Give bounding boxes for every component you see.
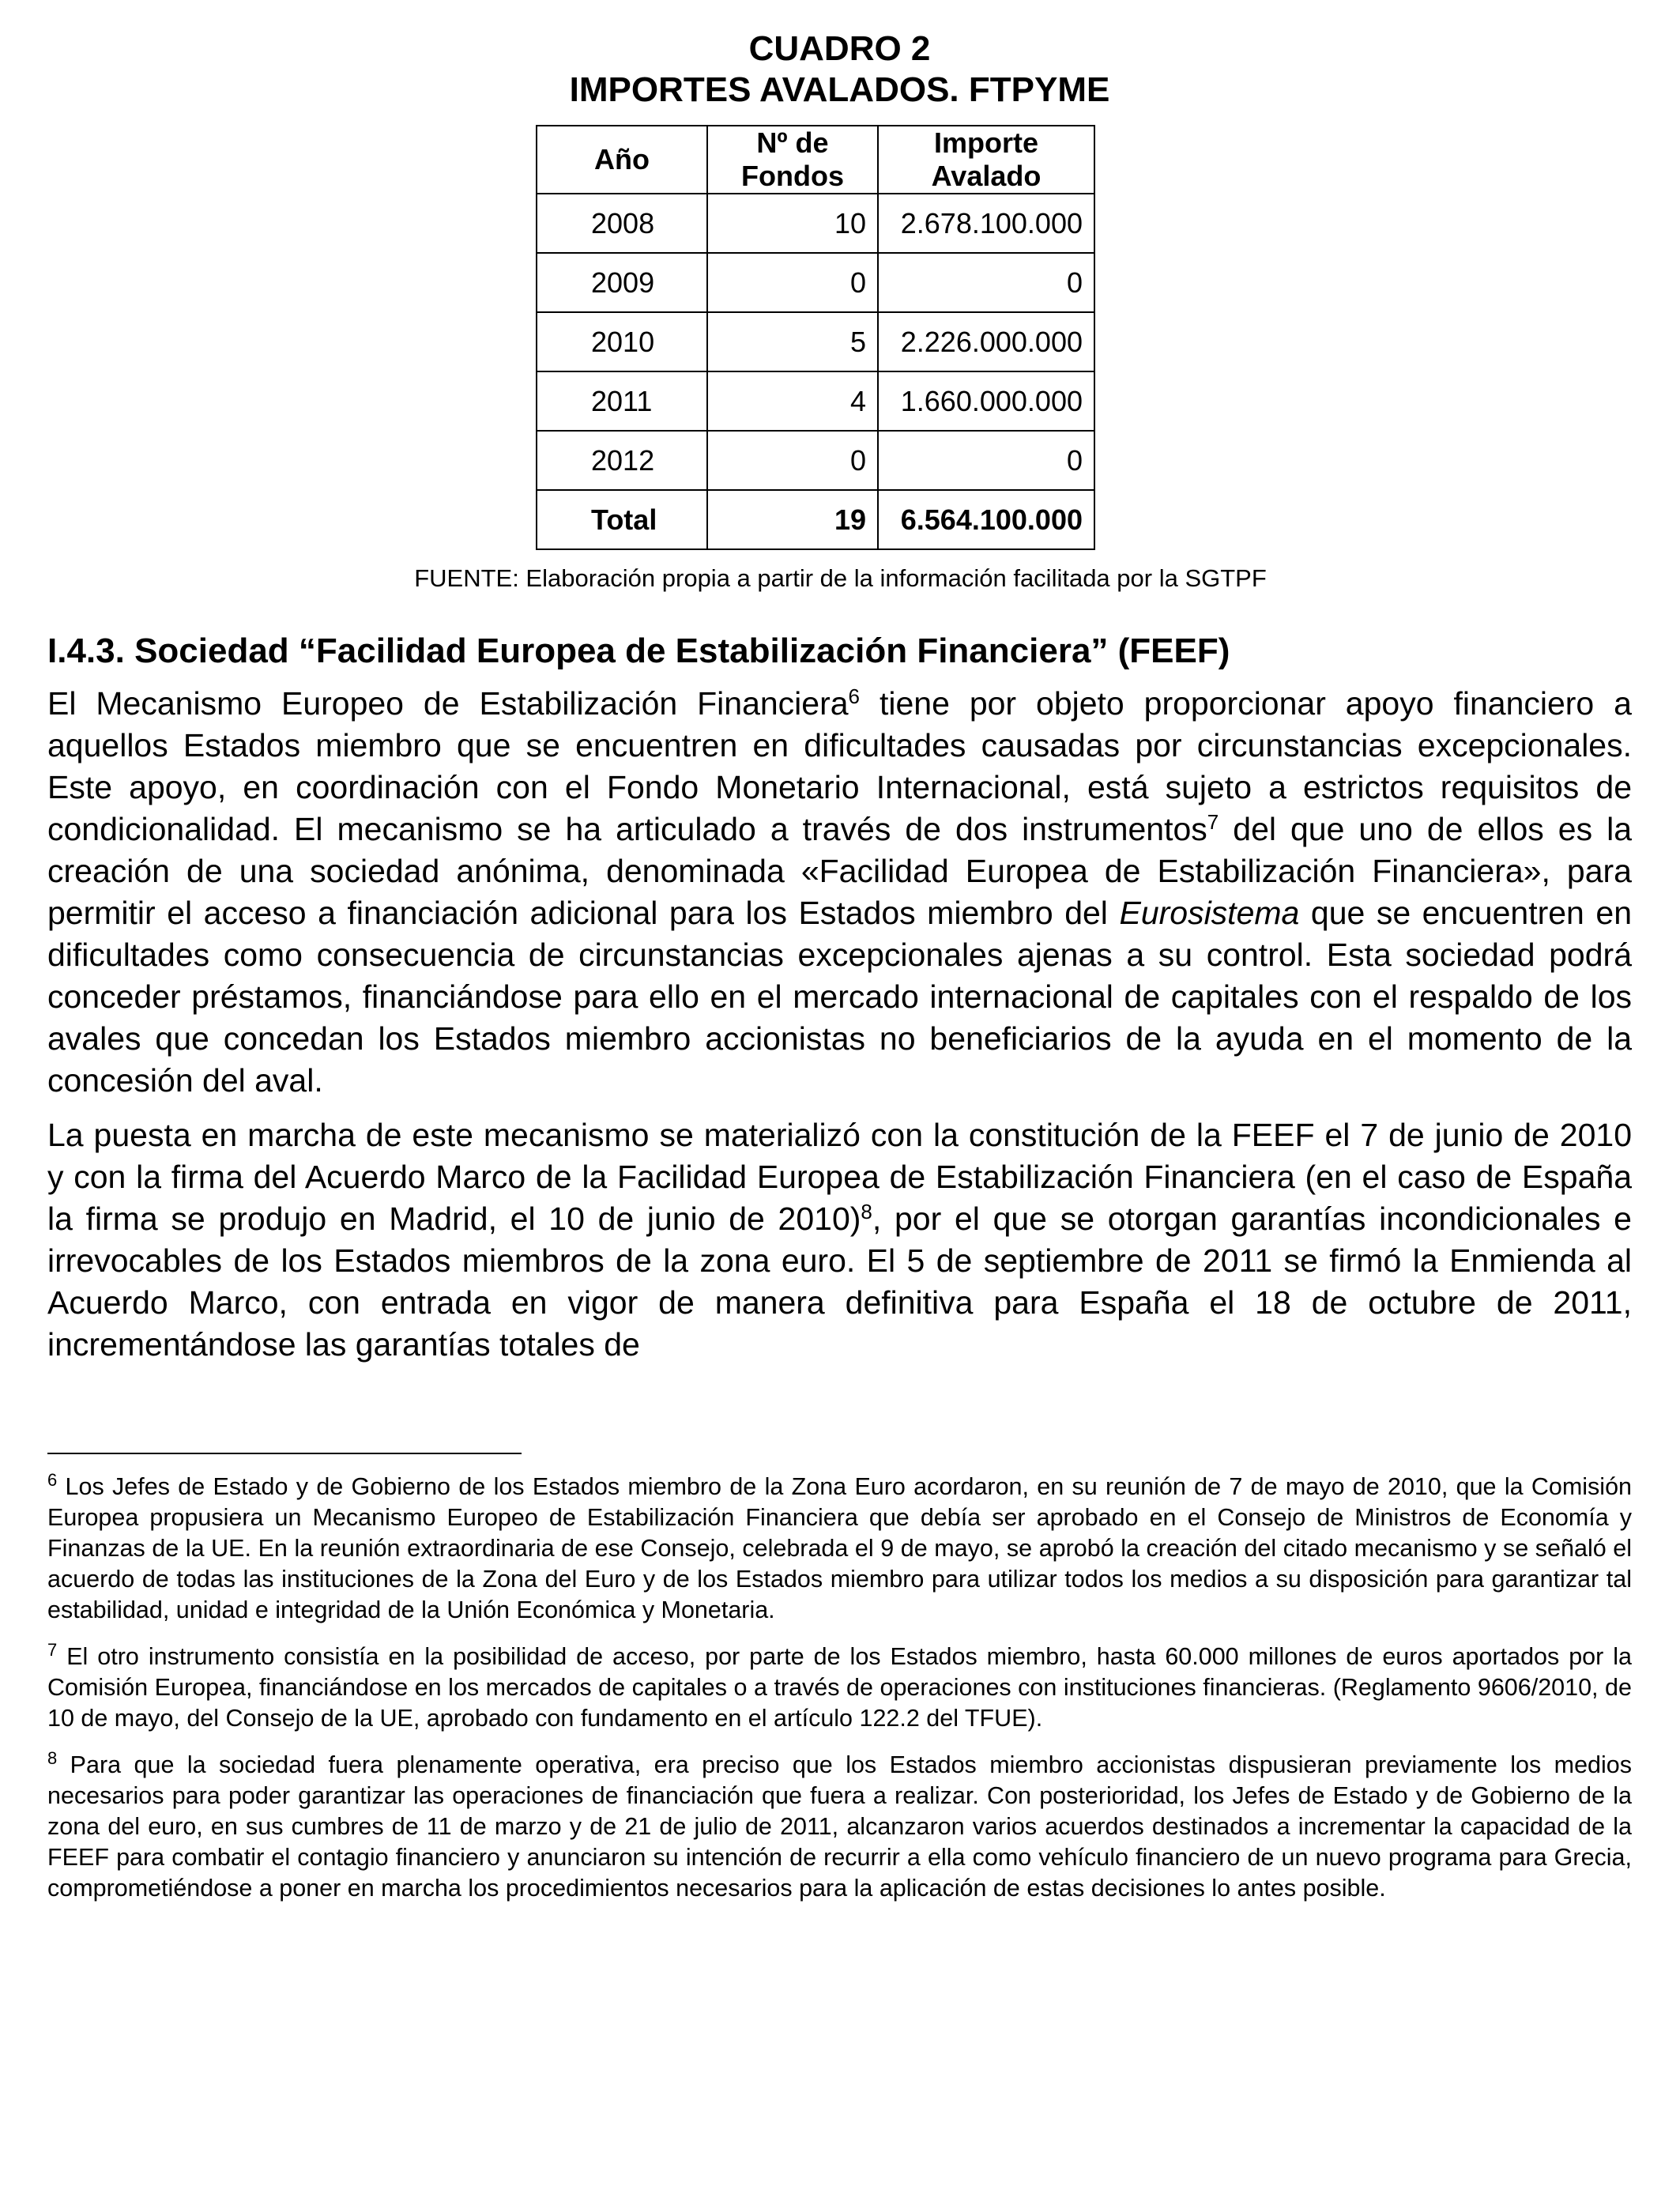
section-heading: I.4.3. Sociedad “Facilidad Europea de Estabilización Financiera” (FEEF) [47,631,1230,670]
p1-text-d: que se encuentren en dificultades como consecuencia de circunstancias excepcionales ajenas a su control. Esta sociedad podrá conceder préstamos, financiándose para ello en el mercado internacional de capitales con el respaldo de los avales que concedan los Estados miembro accionistas no beneficiarios de la ayuda en el momento de la concesión del aval. [47,895,1632,1099]
cell-total-amount: 6.564.100.000 [878,490,1094,549]
cell-year: 2010 [537,312,707,371]
table-title-line2: IMPORTES AVALADOS. FTPYME [569,70,1110,109]
cell-funds: 5 [707,312,878,371]
header-year: Año [537,126,707,194]
footnote-text: El otro instrumento consistía en la posibilidad de acceso, por parte de los Estados miembro, hasta 60.000 millones de euros aportados por la Comisión Europea, financiándose en los mercados de capitales o a través de operaciones con instituciones financieras. (Reglamento 9606/2010, de 10 de mayo, del Consejo de la UE, aprobado con fundamento en el artículo 122.2 del TFUE). [47,1643,1632,1732]
cell-total-label: Total [537,490,707,549]
cell-funds: 10 [707,194,878,253]
footnote-number: 8 [47,1748,58,1768]
cell-year: 2012 [537,431,707,490]
amounts-table [536,125,1095,550]
cell-year: 2011 [537,371,707,431]
document-page [47,28,1632,1920]
table-title-line1: CUADRO 2 [748,29,931,68]
footnote-ref-7[interactable]: 7 [1207,810,1219,834]
table-source: FUENTE: Elaboración propia a partir de la información facilitada por la SGTPF [414,564,1267,592]
p2-text-a: La puesta en marcha de este mecanismo se materializó con la constitución de la FEEF el 7 de junio de 2010 y con la firma del Acuerdo Marco de la Facilidad Europea de Estabilización Financiera (en el caso de España la firma se produjo en Madrid, el 10 de junio de 2010) [47,1117,1632,1237]
table-row [537,194,1094,253]
p2-text-b: , por el que se otorgan garantías incondicionales e irrevocables de los Estados miembros de la zona euro. El 5 de septiembre de 2011 se firmó la Enmienda al Acuerdo Marco, con entrada en vigor de manera definitiva para España el 18 de octubre de 2011, incrementándose las garantías totales de [47,1201,1632,1363]
header-amount: Importe Avalado [878,126,1094,194]
table-row [537,253,1094,312]
cell-funds: 4 [707,371,878,431]
footnote-6 [47,1472,1632,1626]
cell-amount: 0 [878,431,1094,490]
table-row [537,431,1094,490]
cell-amount: 0 [878,253,1094,312]
p1-text-c: del que uno de ellos es la creación de una sociedad anónima, denominada «Facilidad Europea de Estabilización Financiera», para permitir el acceso a financiación adicional para los Estados miembro del [47,811,1633,931]
paragraph-2 [47,1114,1632,1366]
footnote-ref-6[interactable]: 6 [848,684,861,708]
cell-funds: 0 [707,253,878,312]
table-total-row [537,490,1094,549]
cell-funds: 0 [707,431,878,490]
table-row [537,371,1094,431]
p1-italic-term: Eurosistema [1119,895,1300,931]
cell-amount: 1.660.000.000 [878,371,1094,431]
footnote-7 [47,1642,1632,1734]
footnote-text: Los Jefes de Estado y de Gobierno de los Estados miembro de la Zona Euro acordaron, en su reunión de 7 de mayo de 2010, que la Comisión Europea propusiera un Mecanismo Europeo de Estabilización Financiera que debía ser aprobado en el Consejo de Ministros de Economía y Finanzas de la UE. En la reunión extraordinaria de ese Consejo, celebrada el 9 de mayo, se aprobó la creación del citado mecanismo y se señaló el acuerdo de todas las instituciones de la Zona del Euro y de los Estados miembro para utilizar todos los medios a su disposición para garantizar tal estabilidad, unidad e integridad de la Unión Económica y Monetaria. [47,1473,1632,1623]
footnote-number: 7 [47,1640,58,1660]
table-row [537,312,1094,371]
table-header-row [537,126,1094,194]
footnote-ref-8[interactable]: 8 [861,1200,872,1223]
p1-text-a: El Mecanismo Europeo de Estabilización Financiera [47,685,849,722]
header-funds: Nº de Fondos [707,126,878,194]
cell-year: 2008 [537,194,707,253]
table-title [47,28,1632,111]
cell-year: 2009 [537,253,707,312]
footnote-separator [47,1453,522,1454]
footnote-8 [47,1750,1632,1904]
footnote-number: 6 [47,1470,58,1490]
cell-amount: 2.226.000.000 [878,312,1094,371]
cell-amount: 2.678.100.000 [878,194,1094,253]
paragraph-1 [47,683,1632,1102]
p1-text-b: tiene por objeto proporcionar apoyo financiero a aquellos Estados miembro que se encuentren en dificultades causadas por circunstancias excepcionales. Este apoyo, en coordinación con el Fondo Monetario Internacional, está sujeto a estrictos requisitos de condicionalidad. El mecanismo se ha articulado a través de dos instrumentos [47,685,1632,847]
footnote-text: Para que la sociedad fuera plenamente operativa, era preciso que los Estados miembro accionistas dispusieran previamente los medios necesarios para poder garantizar las operaciones de financiación que fuera a realizar. Con posterioridad, los Jefes de Estado y de Gobierno de la zona del euro, en sus cumbres de 11 de marzo y de 21 de julio de 2011, alcanzaron varios acuerdos destinados a incrementar la capacidad de la FEEF para combatir el contagio financiero y anunciaron su intención de recurrir a ella como vehículo financiero de un nuevo programa para Grecia, comprometiéndose a poner en marcha los procedimientos necesarios para la aplicación de estas decisiones lo antes posible. [47,1751,1632,1902]
cell-total-funds: 19 [707,490,878,549]
